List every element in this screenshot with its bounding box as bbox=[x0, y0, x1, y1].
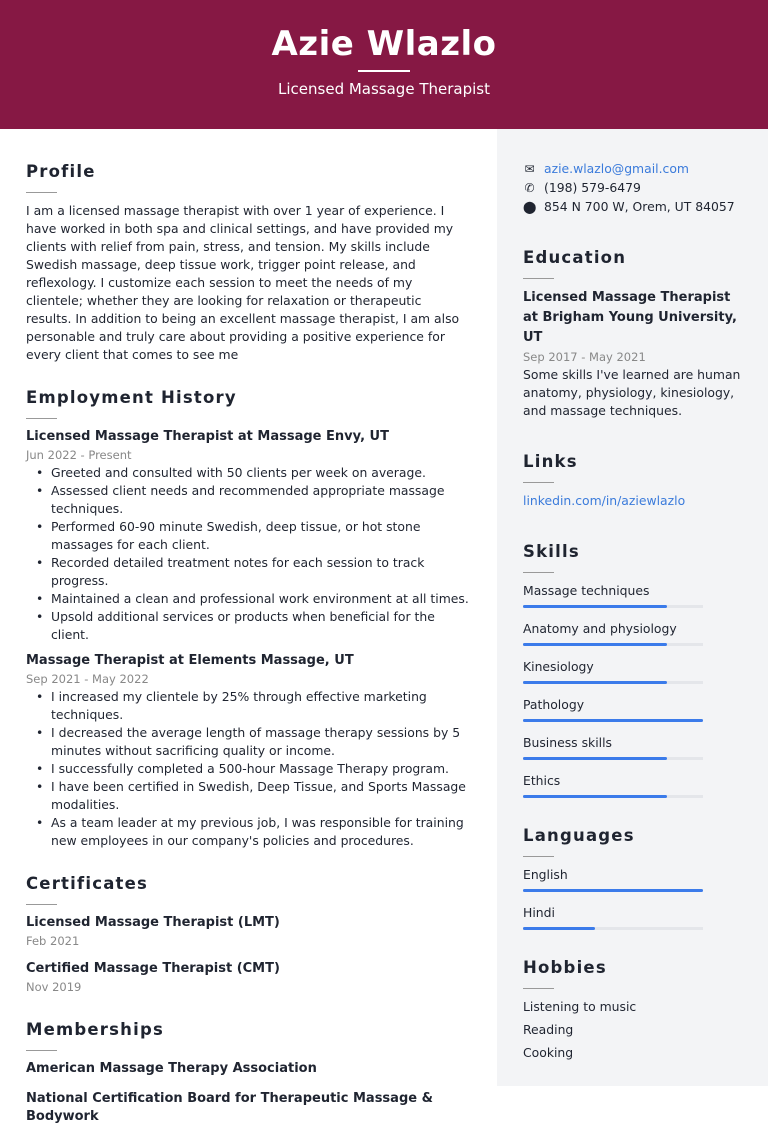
skills-name: Business skills bbox=[523, 735, 612, 750]
bullet-item: • I successfully completed a 500-hour Massage Therapy program. bbox=[26, 760, 470, 778]
languages-name: Hindi bbox=[523, 905, 555, 920]
languages-section bbox=[523, 824, 742, 930]
section-heading: Employment History bbox=[26, 388, 237, 407]
bullet-item: • Maintained a clean and professional work environment at all times. bbox=[26, 590, 470, 608]
divider bbox=[26, 418, 57, 419]
skills-level-bar bbox=[523, 643, 703, 646]
skills-name: Kinesiology bbox=[523, 659, 594, 674]
email-link[interactable]: azie.wlazlo@gmail.com bbox=[544, 160, 690, 176]
divider bbox=[26, 192, 57, 193]
education-section bbox=[523, 246, 742, 420]
degree: Licensed Massage Therapist at Brigham Young University, UT bbox=[523, 290, 737, 345]
bullet-item: • Upsold additional services or products when beneficial for the client. bbox=[26, 608, 470, 644]
job-title: Licensed Massage Therapist bbox=[278, 80, 490, 98]
hobby-item: Reading bbox=[523, 1022, 574, 1037]
divider bbox=[523, 278, 554, 279]
languages-level-bar bbox=[523, 889, 703, 892]
skills-level-bar bbox=[523, 605, 703, 608]
linkedin-link[interactable]: linkedin.com/in/aziewlazlo bbox=[523, 493, 686, 508]
skills-name: Anatomy and physiology bbox=[523, 621, 677, 636]
education-text: Some skills I've learned are human anatomy, physiology, kinesiology, and massage techniques. bbox=[523, 367, 741, 418]
skills-name: Pathology bbox=[523, 697, 585, 712]
skills-section bbox=[523, 540, 742, 798]
job-date: Jun 2022 - Present bbox=[26, 448, 132, 462]
bullet-item: • Greeted and consulted with 50 clients per week on average. bbox=[26, 464, 470, 482]
bullet-item: • As a team leader at my previous job, I was responsible for training new employees in our company's policies and procedures. bbox=[26, 814, 470, 850]
skills-level-bar bbox=[523, 795, 703, 798]
memberships-section bbox=[26, 1018, 470, 1126]
membership-item: American Massage Therapy Association bbox=[26, 1061, 317, 1076]
bullet-item: • Assessed client needs and recommended appropriate massage techniques. bbox=[26, 482, 470, 518]
job-title: Licensed Massage Therapist at Massage Envy, UT bbox=[26, 429, 389, 444]
contact-section bbox=[523, 159, 742, 216]
section-heading: Profile bbox=[26, 162, 96, 181]
main-column bbox=[26, 160, 470, 1148]
section-heading: Skills bbox=[523, 542, 580, 561]
section-heading: Education bbox=[523, 248, 627, 267]
envelope-icon: ✉ bbox=[524, 161, 535, 176]
skills-name: Massage techniques bbox=[523, 583, 650, 598]
profile-section bbox=[26, 160, 470, 364]
certificates-section bbox=[26, 872, 470, 996]
sidebar bbox=[497, 129, 768, 1086]
level-fill bbox=[523, 757, 667, 760]
level-fill bbox=[523, 889, 703, 892]
level-fill bbox=[523, 795, 667, 798]
phone: (198) 579-6479 bbox=[544, 179, 641, 195]
employment-section bbox=[26, 386, 470, 850]
bullet-item: • Recorded detailed treatment notes for each session to track progress. bbox=[26, 554, 470, 590]
job-bullets bbox=[26, 688, 470, 850]
divider bbox=[358, 70, 410, 72]
header bbox=[0, 0, 768, 129]
divider bbox=[523, 482, 554, 483]
phone-icon: ✆ bbox=[524, 180, 535, 195]
map-pin-icon: ⬤ bbox=[523, 199, 537, 214]
hobbies-section bbox=[523, 956, 742, 1062]
bullet-item: • Performed 60-90 minute Swedish, deep tissue, or hot stone massages for each client. bbox=[26, 518, 470, 554]
section-heading: Memberships bbox=[26, 1020, 164, 1039]
links-section bbox=[523, 450, 742, 510]
job-date: Sep 2021 - May 2022 bbox=[26, 672, 149, 686]
skills-level-bar bbox=[523, 757, 703, 760]
level-fill bbox=[523, 719, 703, 722]
section-heading: Certificates bbox=[26, 874, 149, 893]
divider bbox=[523, 856, 554, 857]
certificate-date: Nov 2019 bbox=[26, 980, 82, 994]
job-title: Massage Therapist at Elements Massage, UT bbox=[26, 653, 354, 668]
profile-text: I am a licensed massage therapist with over 1 year of experience. I have worked in both spa and clinical settings, and have provided my clients with relief from pain, stress, and tension. My skills include Swedish massage, deep tissue work, trigger point release, and reflexology. I customize each session to meet the needs of my clientele; whether they are looking for relaxation or therapeutic results. In addition to being an excellent massage therapist, I am also personable and truly care about providing a positive experience for every client that comes to see me bbox=[26, 203, 460, 362]
section-heading: Links bbox=[523, 452, 578, 471]
languages-name: English bbox=[523, 867, 568, 882]
certificate-date: Feb 2021 bbox=[26, 934, 80, 948]
bullet-item: • I increased my clientele by 25% through effective marketing techniques. bbox=[26, 688, 470, 724]
bullet-item: • I have been certified in Swedish, Deep Tissue, and Sports Massage modalities. bbox=[26, 778, 470, 814]
address: 854 N 700 W, Orem, UT 84057 bbox=[544, 198, 735, 214]
divider bbox=[523, 988, 554, 989]
hobby-item: Listening to music bbox=[523, 999, 637, 1014]
divider bbox=[26, 904, 57, 905]
hobby-item: Cooking bbox=[523, 1045, 574, 1060]
section-heading: Hobbies bbox=[523, 958, 607, 977]
level-fill bbox=[523, 927, 595, 930]
languages-level-bar bbox=[523, 927, 703, 930]
candidate-name: Azie Wlazlo bbox=[271, 24, 497, 64]
divider bbox=[523, 572, 554, 573]
skills-name: Ethics bbox=[523, 773, 561, 788]
level-fill bbox=[523, 643, 667, 646]
skills-level-bar bbox=[523, 681, 703, 684]
certificate-name: Certified Massage Therapist (CMT) bbox=[26, 961, 280, 976]
bullet-item: • I decreased the average length of massage therapy sessions by 5 minutes without sacrificing quality or income. bbox=[26, 724, 470, 760]
membership-item: National Certification Board for Therapeutic Massage & Bodywork bbox=[26, 1091, 433, 1124]
skills-level-bar bbox=[523, 719, 703, 722]
level-fill bbox=[523, 681, 667, 684]
job-bullets bbox=[26, 464, 470, 644]
certificate-name: Licensed Massage Therapist (LMT) bbox=[26, 915, 280, 930]
level-fill bbox=[523, 605, 667, 608]
section-heading: Languages bbox=[523, 826, 635, 845]
divider bbox=[26, 1050, 57, 1051]
education-date: Sep 2017 - May 2021 bbox=[523, 350, 646, 364]
